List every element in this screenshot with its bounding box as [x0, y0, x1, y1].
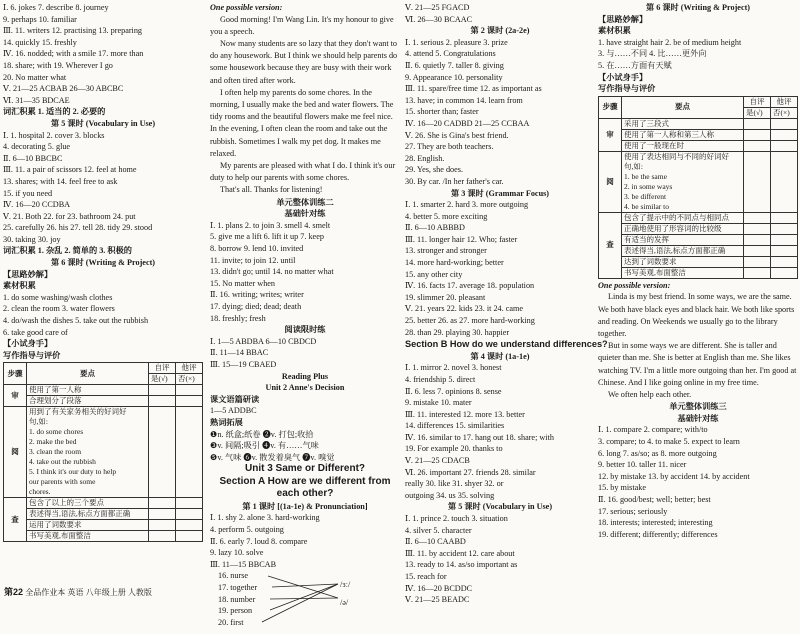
answer-line: 14. quickly 15. freshly: [3, 37, 77, 47]
table-cell: 使用了第一人称: [27, 385, 149, 396]
table-header: 是(√): [149, 374, 176, 385]
cell-line: 使用了表达相同与不同的好词好: [624, 151, 729, 161]
unit-heading: Unit 3 Same or Different?: [244, 463, 366, 475]
answer-line: 11. invite; to join 12. until: [210, 255, 296, 265]
column-4: [598, 2, 798, 540]
step-label: 审: [599, 118, 622, 151]
answer-line: 17. dying; died; dead; death: [210, 301, 302, 311]
lesson-heading: 第 6 课时 (Writing & Project): [50, 258, 156, 268]
match-sound: /ə/: [340, 598, 349, 608]
lesson-heading: 第 4 课时 (1a-1e): [470, 351, 530, 361]
table-cell: 运用了词数要求: [27, 520, 149, 531]
section-tag: 素材积累: [598, 26, 631, 36]
answer-line: 12. by mistake 13. by accident 14. by accident: [598, 471, 750, 481]
section-tag: 写作指导与评价: [3, 350, 61, 360]
material-line: 3. 与……不同 4. 比……更外向: [598, 49, 707, 59]
answer-line: Ⅰ. 1. smarter 2. hard 3. more outgoing: [405, 200, 529, 210]
answer-line: 14. differences 15. similarities: [405, 421, 505, 431]
answer-line: Ⅵ. 26—30 BCAAC: [405, 14, 473, 24]
material-line: 5. 在……方面有天赋: [598, 60, 672, 70]
table-header: 否(×): [771, 107, 798, 118]
matching-lines: [210, 570, 400, 634]
table-cell: 采用了三段式: [622, 118, 744, 129]
answer-line: 25. better 26. as 27. more hard-working: [405, 316, 535, 326]
table-cell: 包含了以上的三个要点: [27, 498, 149, 509]
step-label: 阅: [599, 151, 622, 212]
essay-paragraph: Good morning! I'm Wang Lin. It's my honour to give you a speech.: [210, 14, 394, 36]
vocab-note: 词汇积累 1. 适当的 2. 必要的: [3, 107, 106, 117]
section-heading: Section A How are we different from: [219, 475, 391, 487]
answer-line: 17. serious; seriously: [598, 506, 668, 516]
version-label: One possible version:: [598, 280, 671, 290]
answer-line: 13. ready to 14. as/so important as: [405, 560, 518, 570]
answer-line: 4. decorating 5. glue: [3, 142, 71, 152]
section-tag: 【小试身手】: [3, 339, 53, 349]
match-word: 19. person: [218, 606, 253, 616]
section-tag: 素材积累: [3, 281, 36, 291]
cell-line: 2. make the bed: [29, 437, 77, 447]
subheading: 阅读限时练: [284, 325, 326, 335]
cell-line: our parents with some: [29, 477, 96, 487]
answer-line: Ⅲ. 11. writers 12. practising 13. preparing: [3, 26, 143, 36]
table-cell: 使用了第一人称和第三人称: [622, 129, 744, 140]
lesson-heading: 第 1 课时 [(1a-1e) & Pronunciation]: [242, 501, 368, 511]
table-cell: 有适当的发挥: [622, 234, 744, 245]
answer-line: 9. mistake 10. mater: [405, 398, 472, 408]
cell-line: chores.: [29, 487, 51, 497]
material-line: 1. have straight hair 2. be of medium height: [598, 37, 742, 47]
answer-line: ❸v. 间隔;吸引 ❹v. 有……气味: [210, 441, 319, 451]
table-header: 要点: [27, 363, 149, 385]
answer-line: 18. freshly; fresh: [210, 313, 266, 323]
lesson-heading: 第 2 课时 (2a-2e): [470, 26, 530, 36]
table-cell-list: [27, 407, 149, 498]
essay-paragraph: I often help my parents do some chores. In the morning, I usually make the bed and water flowers. The tidy rooms and the beautiful flowers make me feel nice. In the evening, I often clean the room and take out the rubbish. Sometimes I walk my pet dog. It makes me relaxed.: [210, 87, 394, 158]
answer-line: 9. lazy 10. solve: [210, 548, 264, 558]
answer-line: 28. English.: [405, 153, 445, 163]
table-header: 自评: [744, 96, 771, 107]
answer-line: Ⅳ. 16. similar to 17. hang out 18. share; with: [405, 432, 554, 442]
answer-line: 25. carefully 26. his 27. tell 28. tidy 29. stood: [3, 223, 153, 233]
unit-title: Unit 2 Anne's Decision: [265, 383, 345, 393]
table-cell: 正确地使用了形容词的比较级: [622, 223, 744, 234]
answer-line: 9. Appearance 10. personality: [405, 72, 503, 82]
answer-line: 6. long 7. as/so; as 8. more outgoing: [598, 448, 717, 458]
table-cell-list: [622, 151, 744, 212]
answer-line: Ⅲ. 11. a pair of scissors 12. feel at home: [3, 165, 137, 175]
column-3: [405, 2, 608, 606]
answer-line: really 30. like 31. shyer 32. or: [405, 479, 504, 489]
column-1: [3, 2, 203, 543]
step-label: 审: [4, 385, 27, 407]
answer-line: 18. interests; interested; interesting: [598, 518, 713, 528]
answer-line: 19. different; differently; differences: [598, 529, 718, 539]
cell-line: 3. clean the room: [29, 447, 82, 457]
unit-test-heading: 单元整体训练二: [276, 197, 334, 207]
table-cell: 表述得当,语法,标点方面都正确: [622, 245, 744, 256]
table-header: 否(×): [176, 374, 203, 385]
subheading: 熟词拓展: [210, 417, 243, 427]
section-tag: 【思路妙解】: [598, 14, 648, 24]
answer-line: 13. didn't go; until 14. no matter what: [210, 267, 334, 277]
answer-line: Ⅴ. 21—25 FGACD: [405, 3, 470, 12]
answer-line: Ⅰ. 6. jokes 7. describe 8. journey: [3, 3, 109, 12]
match-word: 20. first: [218, 617, 244, 627]
answer-line: 30. taking 30. joy: [3, 234, 61, 244]
answer-line: Ⅱ. 6. less 7. opinions 8. sense: [405, 386, 502, 396]
answer-line: 9. perhaps 10. familiar: [3, 14, 77, 24]
answer-line: Ⅰ. 1. shy 2. alone 3. hard-working: [210, 513, 320, 523]
answer-line: 1—5 ADDBC: [210, 406, 257, 416]
answer-line: 15. shorter than; faster: [405, 107, 479, 117]
table-cell: 表述得当,语法,标点方面都正确: [27, 509, 149, 520]
material-line: 2. clean the room 3. water flowers: [3, 304, 115, 314]
answer-line: Ⅵ. 26. important 27. friends 28. similar: [405, 467, 536, 477]
answer-line: 27. They are both teachers.: [405, 142, 494, 152]
step-label: 阅: [4, 407, 27, 498]
essay-paragraph: Linda is my best friend. In some ways, we are the same. We both have black eyes and black hair. We both like sports and reading. On Weekends we usually go to the library together.: [598, 292, 795, 338]
answer-line: Ⅱ. 6—10 CAABD: [405, 537, 466, 547]
answer-line: Ⅱ. 16. good/best; well; better; best: [598, 494, 711, 504]
lesson-heading: 第 6 课时 (Writing & Project): [645, 3, 751, 12]
cell-line: 1. do some chores: [29, 427, 84, 437]
column-2: [210, 2, 400, 634]
answer-line: 9. better 10. taller 11. nicer: [598, 460, 687, 470]
answer-line: Ⅰ. 1. plans 2. to join 3. smell 4. smelt: [210, 220, 331, 230]
answer-line: Ⅰ. 1—5 ABDBA 6—10 CBDCD: [210, 336, 317, 346]
answer-line: 15. reach for: [405, 572, 447, 581]
answer-line: 14. more hard-working; better: [405, 258, 504, 268]
answer-line: 5. give me a lift 6. lift it up 7. keep: [210, 232, 324, 242]
reading-plus-heading: Reading Plus: [281, 371, 329, 381]
answer-line: 28. than 29. playing 30. happier: [405, 327, 510, 337]
cell-line: 句,如:: [624, 161, 643, 171]
answer-line: outgoing 34. us 35. solving: [405, 490, 495, 500]
answer-line: Ⅳ. 16—20 CADBD 21—25 CCBAA: [405, 118, 530, 128]
section-tag: 【小试身手】: [598, 72, 648, 82]
answer-line: 13. have; in common 14. learn from: [405, 95, 523, 105]
table-header: 他评: [771, 96, 798, 107]
answer-line: Ⅴ. 21. Both 22. for 23. bathroom 24. put: [3, 211, 136, 221]
answer-line: 13. stronger and stronger: [405, 246, 487, 256]
cell-line: 4. be similar to: [624, 201, 669, 211]
answer-line: Ⅱ. 6—10 ABBBD: [405, 223, 465, 233]
essay-paragraph: That's all. Thanks for listening!: [220, 185, 323, 195]
subheading: 基础针对练: [284, 209, 326, 219]
table-cell: 书写美观,布面整洁: [622, 267, 744, 278]
match-sound: /ɜː/: [340, 580, 351, 590]
material-line: 1. do some washing/wash clothes: [3, 292, 113, 302]
answer-line: Ⅲ. 11. by accident 12. care about: [405, 548, 515, 558]
answer-line: 15. No matter when: [210, 278, 276, 288]
answer-line: Ⅴ. 21—25 BEADC: [405, 595, 470, 605]
cell-line: 5. I think it's our duty to help: [29, 467, 117, 477]
footer-book-title: 全品作业本 英语 八年级上册 人教版: [25, 588, 152, 597]
lesson-heading: 第 5 课时 (Vocabulary in Use): [50, 118, 156, 128]
col1-top-answers: [3, 2, 203, 106]
answer-line: 30. By car. /In her father's car.: [405, 176, 504, 186]
table-header: 是(√): [744, 107, 771, 118]
answer-line: Ⅰ. 1. serious 2. pleasure 3. prize: [405, 37, 508, 47]
match-word: 17. together: [218, 582, 258, 592]
answer-line: 13. shares; with 14. feel free to ask: [3, 176, 118, 186]
essay-paragraph: Now many students are so lazy that they don't want to do any housework. But I think we should help parents do some housework because they are busy with their work and often tired after work.: [210, 39, 398, 85]
answer-line: Ⅴ. 21. years 22. kids 23. it 24. came: [405, 304, 524, 314]
answer-line: 29. Yes, she does.: [405, 165, 463, 175]
cell-line: 用到了有关家务相关的好词好: [29, 407, 127, 417]
vocab-note: 词汇积累 1. 杂乱 2. 简单的 3. 积极的: [3, 246, 132, 256]
sound-matching-exercise: [210, 570, 400, 634]
table-cell: 包含了提示中的不同点与相同点: [622, 212, 744, 223]
cell-line: 1. be the same: [624, 171, 667, 181]
answer-line: Ⅰ. 1. compare 2. compare; with/to: [598, 425, 708, 435]
material-line: 4. do/wash the dishes 5. take out the rubbish: [3, 316, 149, 326]
answer-line: 4. attend 5. Congratulations: [405, 49, 496, 59]
answer-line: Ⅱ. 11—14 BBAC: [210, 348, 269, 358]
table-header: 自评: [149, 363, 176, 374]
table-cell: 达到了词数要求: [622, 256, 744, 267]
cell-line: 句,如:: [29, 417, 48, 427]
answer-line: Ⅰ. 1. prince 2. touch 3. situation: [405, 514, 508, 524]
table-header: 他评: [176, 363, 203, 374]
answer-line: Ⅲ. 11. interested 12. more 13. better: [405, 409, 525, 419]
match-word: 16. nurse: [218, 571, 249, 581]
answer-line: 4. friendship 5. direct: [405, 374, 476, 384]
answer-line: Ⅳ. 16. facts 17. average 18. population: [405, 281, 535, 291]
table-header: 步骤: [4, 363, 27, 385]
lesson-heading: 第 3 课时 (Grammar Focus): [450, 188, 550, 198]
cell-line: 2. in some ways: [624, 181, 673, 191]
answer-line: Ⅲ. 11. spare/free time 12. as important as: [405, 84, 542, 94]
answer-line: 4. silver 5. character: [405, 525, 472, 535]
cell-line: 3. be different: [624, 191, 667, 201]
table-header: 步骤: [599, 96, 622, 118]
section-tag: 写作指导与评价: [598, 84, 656, 94]
essay-paragraph: My parents are pleased with what I do. I think it's our duty to help our parents with some chores.: [210, 161, 396, 183]
answer-line: 15. any other city: [405, 269, 463, 279]
answer-line: Ⅲ. 11. longer hair 12. Who; faster: [405, 234, 518, 244]
section-tag: 【思路妙解】: [3, 269, 53, 279]
answer-line: 4. better 5. more exciting: [405, 211, 488, 221]
answer-line: Ⅲ. 15—19 CBAED: [210, 359, 277, 369]
answer-line: ❶n. 纸盒;纸卷 ❷v. 打包;收拾: [210, 429, 314, 439]
subheading: 基础针对练: [677, 413, 719, 423]
answer-line: 3. compare; to 4. to make 5. expect to learn: [598, 436, 740, 446]
answer-line: 15. by mistake: [598, 483, 646, 493]
match-word: 18. number: [218, 594, 256, 604]
answer-line: 20. No matter what: [3, 72, 67, 82]
answer-line: Ⅰ. 1. hospital 2. cover 3. blocks: [3, 130, 105, 140]
material-line: 6. take good care of: [3, 327, 68, 337]
answer-line: Ⅴ. 21—25 ACBAB 26—30 ABCBC: [3, 84, 124, 94]
writing-eval-table: [3, 362, 203, 542]
step-label: 查: [599, 212, 622, 278]
page-footer: [4, 585, 152, 598]
answer-line: 19. slimmer 20. pleasant: [405, 292, 486, 302]
answer-line: Ⅰ. 1. mirror 2. novel 3. honest: [405, 363, 502, 373]
section-heading: Section B How do we understand differences?: [405, 339, 608, 350]
answer-line: Ⅳ. 16—20 BCDDC: [405, 583, 473, 593]
step-label: 查: [4, 498, 27, 542]
answer-line: Ⅱ. 6—10 BBCBC: [3, 153, 63, 163]
essay-paragraph: We often help each other.: [608, 389, 692, 399]
table-cell: 书写美观,布面整洁: [27, 531, 149, 542]
version-label: One possible version:: [210, 3, 283, 12]
answer-line: Ⅵ. 31—35 BDCAE: [3, 95, 70, 105]
answer-line: Ⅱ. 16. writing; writes; writer: [210, 290, 304, 300]
answer-line: Ⅱ. 6. early 7. loud 8. compare: [210, 536, 308, 546]
answer-line: Ⅴ. 21—25 CDACB: [405, 456, 470, 466]
table-cell: 使用了一般现在时: [622, 140, 744, 151]
writing-eval-table: [598, 96, 798, 279]
section-heading: each other?: [276, 488, 334, 500]
table-cell: 合理划分了段落: [27, 396, 149, 407]
answer-line: Ⅱ. 6. quietly 7. taller 8. giving: [405, 60, 504, 70]
answer-line: Ⅳ. 16—20 CCDBA: [3, 200, 71, 210]
page-number: 第22: [4, 587, 24, 597]
essay-paragraph: But in some ways we are different. She is taller and quieter than me. She is better at English than me. She likes watching TV. I'm a little more outgoing than her. I'm good at Chinese. And I like going online in my free time.: [598, 341, 797, 387]
answer-line: Ⅴ. 26. She is Gina's best friend.: [405, 130, 509, 140]
answer-line: 19. For example 20. thanks to: [405, 444, 503, 454]
subheading: 课文语篇研读: [210, 394, 260, 404]
answer-line: Ⅲ. 11—15 BBCAB: [210, 559, 277, 569]
answer-line: 8. borrow 9. lend 10. invited: [210, 244, 304, 254]
lesson-heading: 第 5 课时 (Vocabulary in Use): [447, 502, 553, 512]
answer-line: 4. perform 5. outgoing: [210, 524, 284, 534]
unit-test-heading: 单元整体训练三: [669, 402, 727, 412]
answer-line: Ⅳ. 16. nodded; with a smile 17. more than: [3, 49, 144, 59]
table-header: 要点: [622, 96, 744, 118]
answer-line: 18. share; with 19. Wherever I go: [3, 60, 113, 70]
answer-line: ❺v. 气味 ❻v. 散发着臭气 ❼v. 嗅觉: [210, 452, 335, 462]
answer-line: 15. if you need: [3, 188, 53, 198]
cell-line: 4. take out the rubbish: [29, 457, 96, 467]
